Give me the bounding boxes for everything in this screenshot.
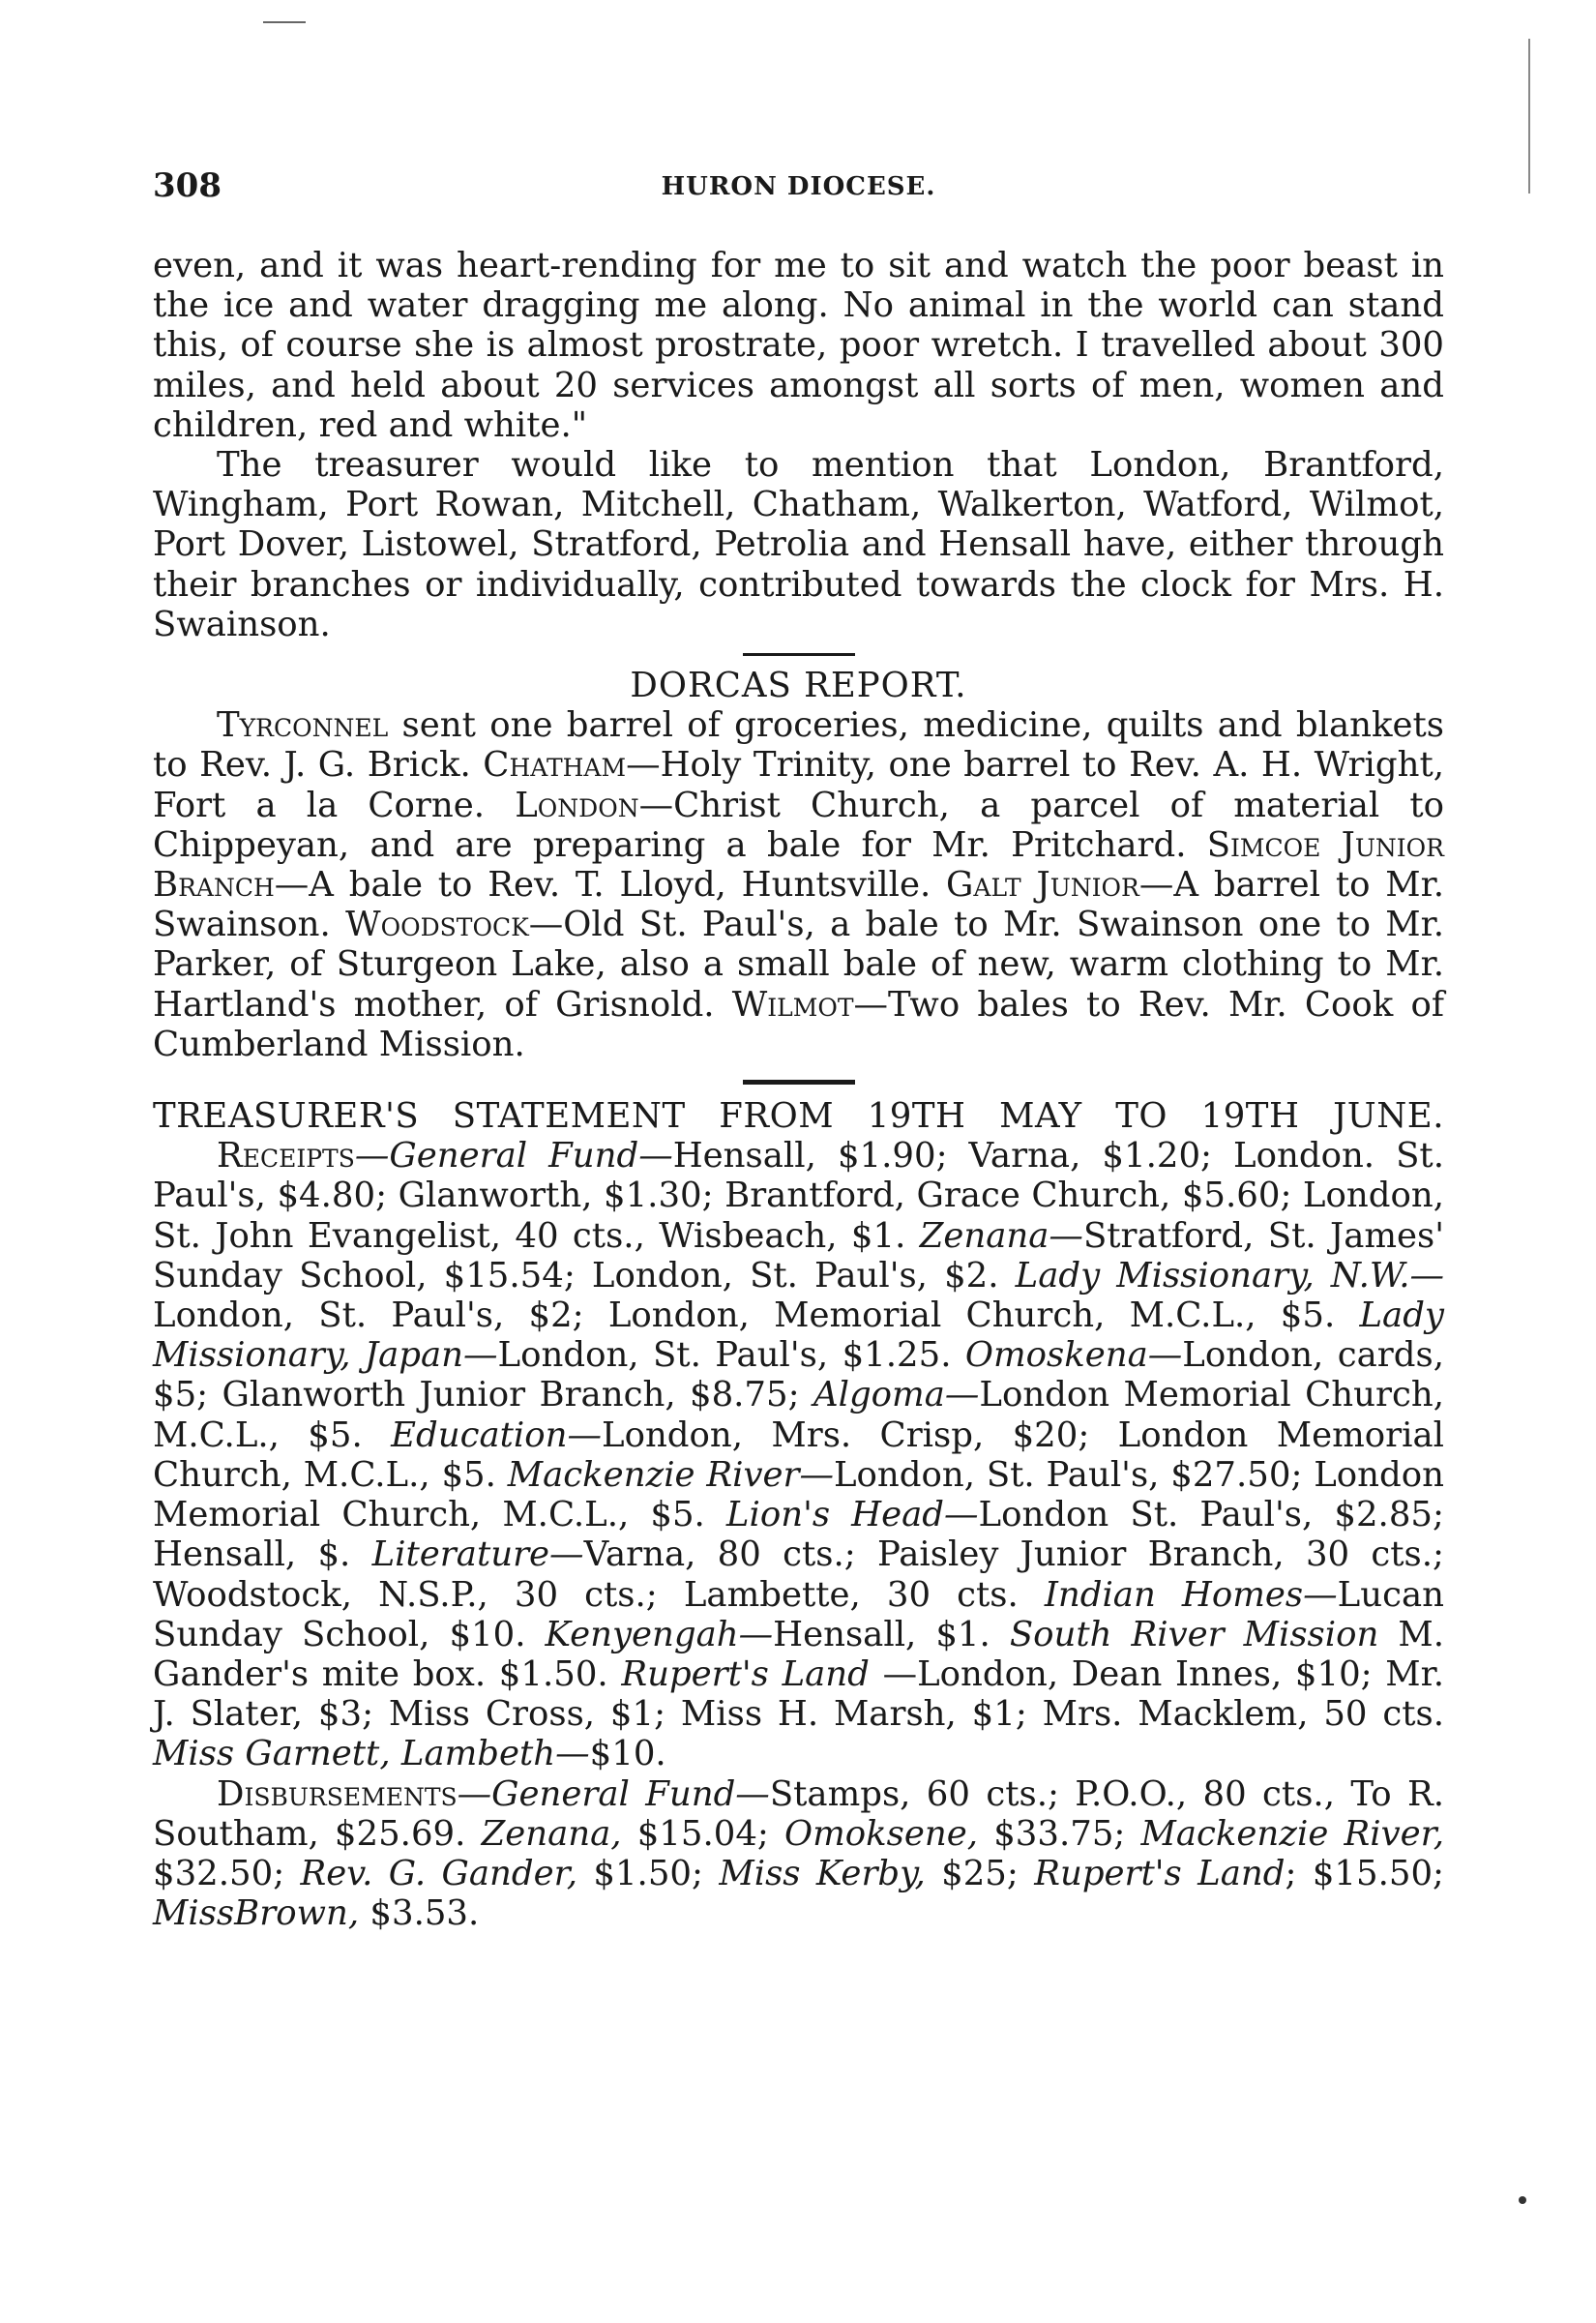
parish-name: Simcoe Junior Branch [153,824,1444,906]
page-body [153,246,1444,1933]
fund-name: —General Fund— [354,1136,673,1176]
fund-entries: $32.50; [153,1853,301,1893]
fund-name: Zenana— [919,1215,1083,1256]
fund-entries: $15.04; [621,1813,785,1854]
fund-entries: London, St. Paul's, $1.25. [497,1335,965,1376]
letter-paragraph: even, and it was heart-rending for me to sit and watch the poor beast in the ice and water dragging me along. No animal in the world can stand this, of course she is almost prostrate, poor wretch. I travelled about 300 miles, and held about 20 services amongst all sorts of men, women and children, red and white." [153,246,1444,445]
parish-name: London [515,785,639,825]
fund-entries: ; $15.50; [1285,1853,1444,1893]
fund-name: Indian Homes— [1044,1574,1338,1615]
report-text: —Christ Church, a parcel of material to Chippeyan, and are preparing a bale for Mr. Pritchard. [153,785,1444,865]
fund-name: Lion's Head— [725,1495,979,1535]
running-title: HURON DIOCESE. [661,172,936,201]
fund-name: —General Fund— [457,1773,770,1814]
receipts-paragraph [153,1136,1444,1773]
report-text: sent one barrel of groceries, medicine, quilts and blankets to Rev. J. G. Brick. [153,705,1444,786]
fund-entries: M. Gander's mite box. $1.50. [153,1614,1444,1694]
treasurer-statement-title: TREASURER'S STATEMENT FROM 19TH MAY TO 19TH JUNE. [153,1096,1444,1137]
dorcas-report-title: DORCAS REPORT. [630,666,967,706]
fund-entries: London, cards, $5; Glanworth Junior Branch, $8.75; [153,1335,1444,1415]
fund-name: Omoskena— [964,1335,1183,1376]
fund-name: South River Mission [1009,1614,1379,1654]
fund-name: Mackenzie River, [1140,1813,1444,1854]
section-divider [743,1080,855,1085]
fund-entries: London, Mrs. Crisp, $20; London Memorial Church, M.C.L., $5. [153,1415,1444,1495]
fund-entries: $1.50; [577,1853,720,1893]
fund-entries: London, St. Paul's, $2; London, Memorial Church, M.C.L., $5. [153,1296,1360,1336]
fund-entries: London, St. Paul's, $27.50; London Memorial Church, M.C.L., $5. [153,1454,1444,1535]
parish-name: Galt Junior [946,865,1139,906]
fund-name: Literature— [371,1534,584,1575]
page-number: 308 [153,166,222,205]
fund-name: MissBrown, [153,1893,360,1934]
parish-name: Woodstock [345,905,529,945]
fund-name: Lady Missionary, N.W.— [1015,1255,1444,1296]
fund-name: Education— [391,1415,602,1455]
fund-name: Zenana, [481,1813,622,1854]
fund-entries: London Memorial Church, M.C.L., $5. [153,1375,1445,1455]
fund-entries: Lucan Sunday School, $10. [153,1574,1444,1654]
fund-entries: $33.75; [978,1813,1141,1854]
disbursements-paragraph [153,1774,1444,1934]
fund-entries: Varna, 80 cts.; Paisley Junior Branch, 30 cts.; Woodstock, N.S.P., 30 cts.; Lambette, 30 cts. [153,1534,1444,1615]
fund-name: Miss Garnett, Lambeth— [153,1734,590,1774]
page-header [153,166,1444,215]
fund-name: Rupert's Land [1034,1853,1286,1893]
scan-mark [263,21,306,23]
fund-name: Rupert's Land [621,1653,870,1694]
fund-name: Omoksene, [784,1813,979,1854]
fund-entries: Stamps, 60 cts.; P.O.O., 80 cts., To R. Southam, $25.69. [153,1773,1444,1854]
scan-mark [1528,39,1530,194]
scan-mark [1519,2196,1526,2204]
dorcas-report-paragraph [153,705,1444,1064]
report-text: —Two bales to Rev. Mr. Cook of Cumberland Mission. [153,984,1444,1064]
fund-entries: Stratford, St. James' Sunday School, $15.54; London, St. Paul's, $2. [153,1215,1445,1296]
section-divider [743,653,855,656]
disbursements-label: Disbursements [217,1773,458,1814]
fund-entries: $25; [925,1853,1035,1893]
fund-entries: London St. Paul's, $2.85; Hensall, $. [153,1495,1444,1575]
report-text: —Old St. Paul's, a bale to Mr. Swainson one to Mr. Parker, of Sturgeon Lake, also a small bale of new, warm clothing to Mr. Hartland's mother, of Grisnold. [153,905,1444,1025]
report-text: —A barrel to Mr. Swainson. [153,865,1444,945]
report-text: —Holy Trinity, one barrel to Rev. A. H. Wright, Fort a la Corne. [153,745,1444,825]
fund-name: Algoma— [813,1375,980,1415]
fund-name: Mackenzie River— [507,1454,834,1495]
fund-entries: $10. [589,1734,666,1774]
fund-entries: $3.53. [359,1893,480,1934]
parish-name: Wilmot [731,984,854,1025]
fund-entries: Hensall, $1. [773,1614,1010,1654]
fund-name: Kenyengah— [545,1614,774,1654]
fund-entries: —London, Dean Innes, $10; Mr. J. Slater, $3; Miss Cross, $1; Miss H. Marsh, $1; Mrs. Macklem, 50 cts. [153,1653,1444,1735]
parish-name: Chatham [483,745,627,786]
parish-name: Tyrconnel [217,705,389,746]
fund-name: Lady Missionary, Japan— [153,1296,1444,1376]
report-text: —A bale to Rev. T. Lloyd, Huntsville. [274,865,947,906]
fund-name: Miss Kerby, [719,1853,926,1893]
fund-name: Rev. G. Gander, [300,1853,578,1893]
fund-entries: Hensall, $1.90; Varna, $1.20; London. St. Paul's, $4.80; Glanworth, $1.30; Brantford, Grace Church, $5.60; London, St. John Evangelist, 40 cts., Wisbeach, $1. [153,1136,1444,1256]
treasurer-note-paragraph: The treasurer would like to mention that London, Brantford, Wingham, Port Rowan, Mitchell, Chatham, Walkerton, Watford, Wilmot, Port Dover, Listowel, Stratford, Petrolia and Hensall have, either through their branches or individually, contributed towards the clock for Mrs. H. Swainson. [153,445,1444,644]
receipts-label: Receipts [217,1136,355,1176]
